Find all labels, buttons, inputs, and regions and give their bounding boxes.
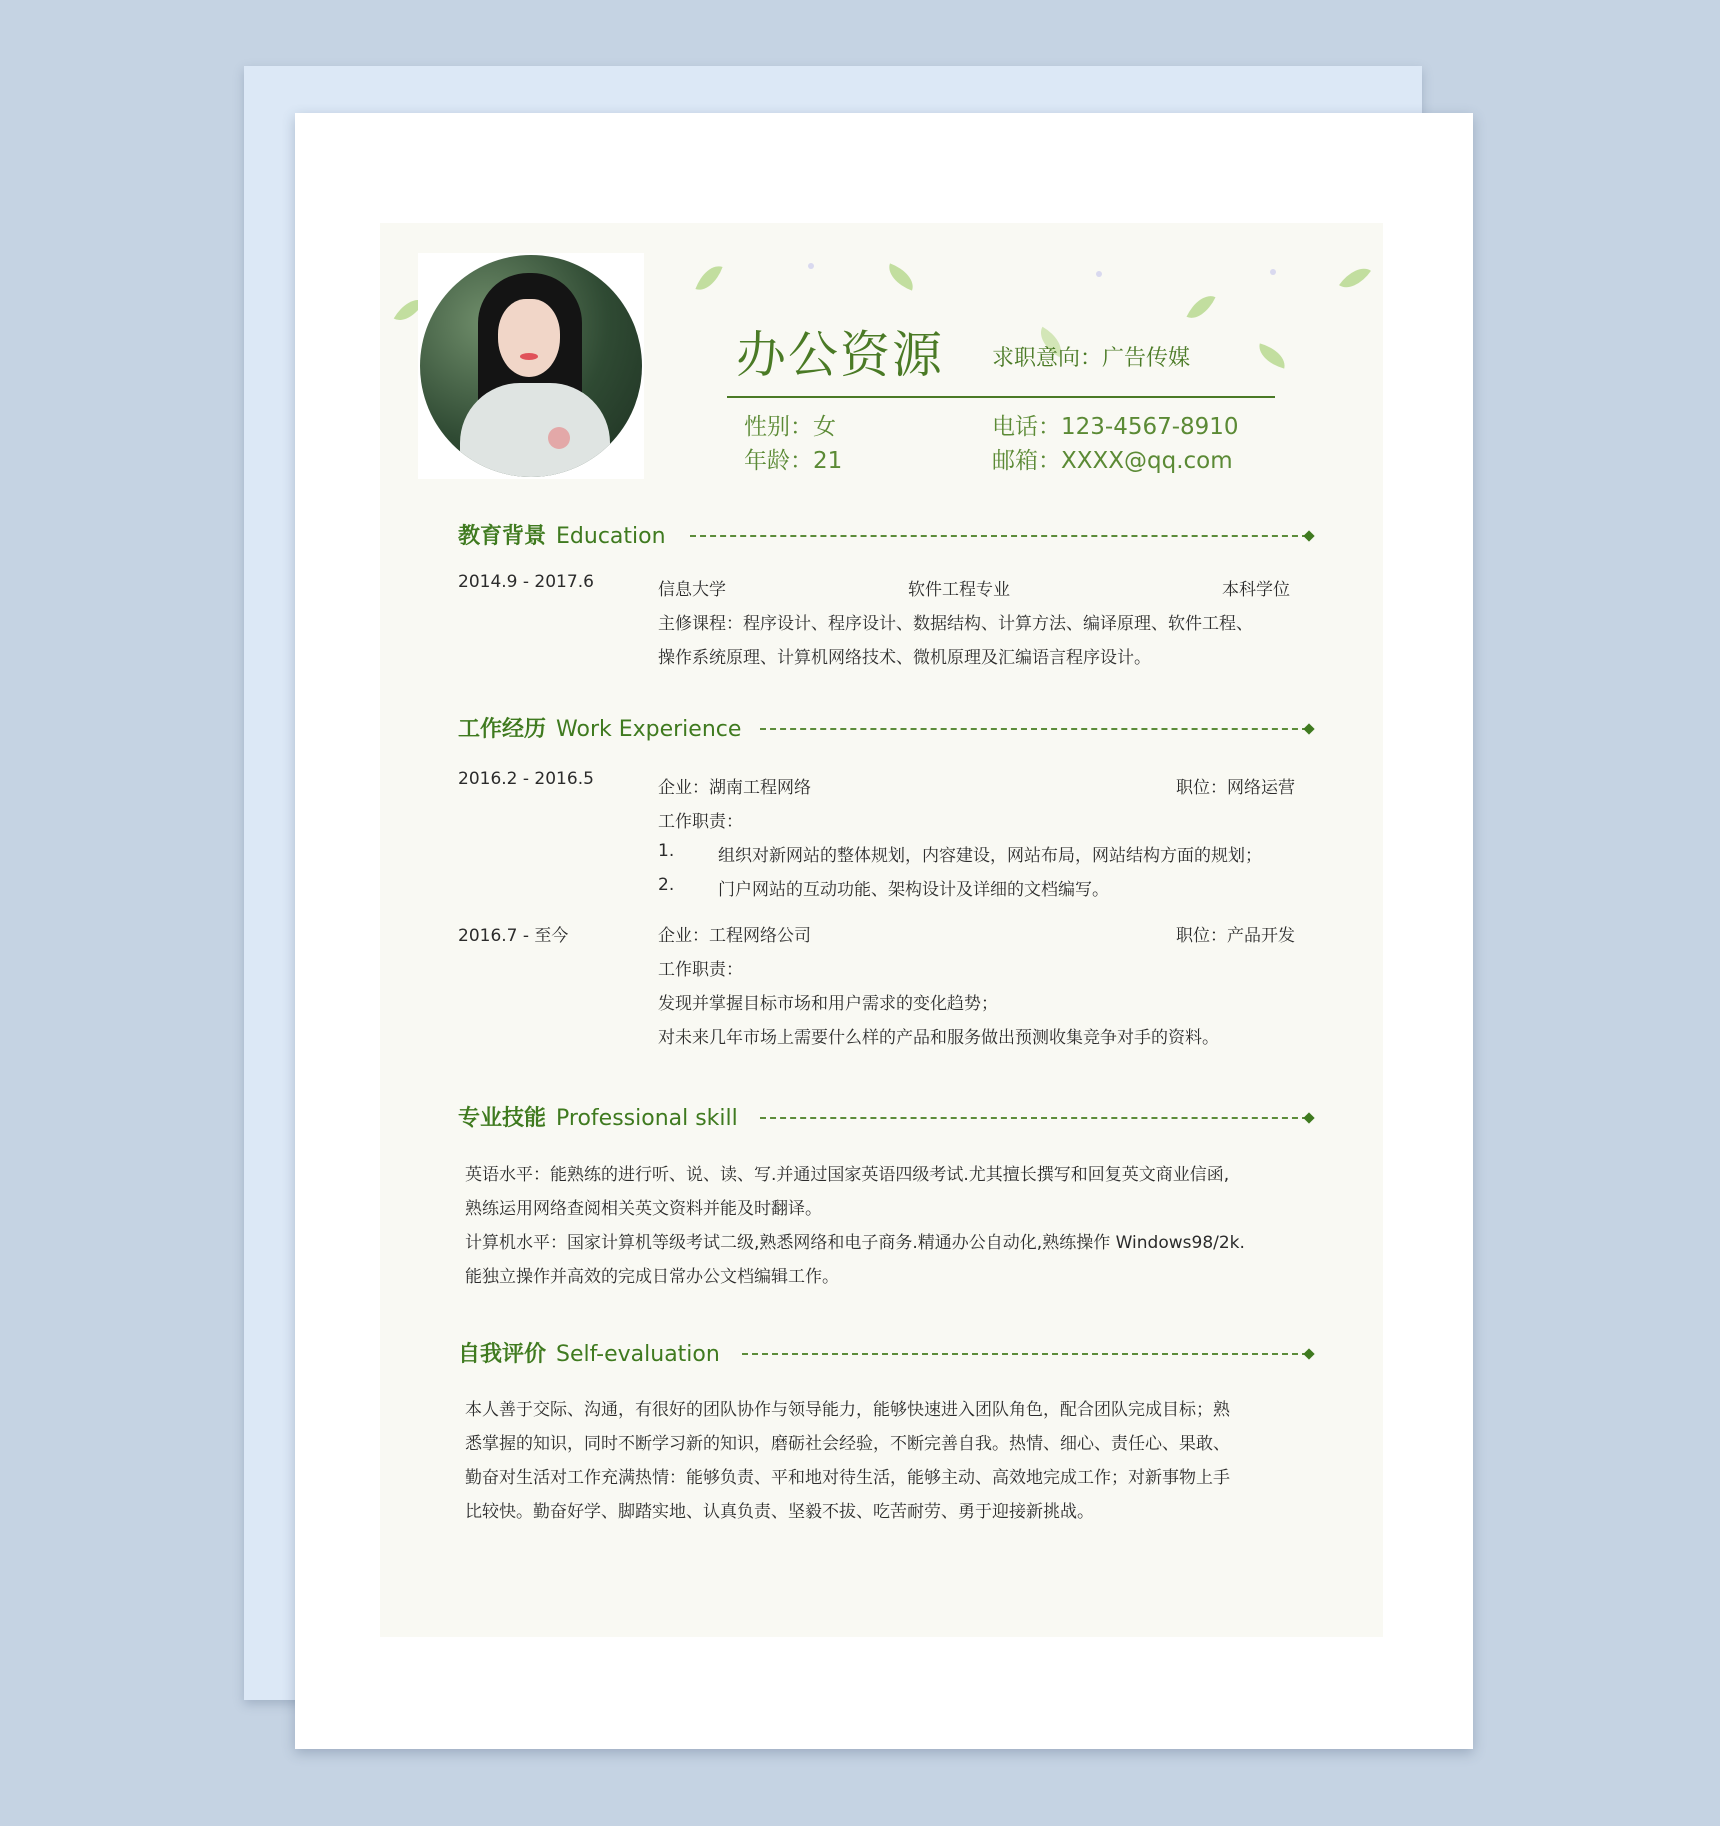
resume-page [295, 113, 1473, 1749]
diamond-icon [1303, 1112, 1314, 1123]
leaf-icon [1187, 290, 1216, 325]
self-evaluation-text: 本人善于交际、沟通，有很好的团队协作与领导能力，能够快速进入团队角色，配合团队完成目标；熟 [465, 1400, 1230, 1420]
education-courses: 操作系统原理、计算机网络技术、微机原理及汇编语言程序设计。 [658, 648, 1151, 668]
section-title-self-evaluation: 自我评价 Self-evaluation [458, 1342, 720, 1367]
duty-item: 门户网站的互动功能、架构设计及详细的文档编写。 [718, 880, 1109, 900]
duty-item: 发现并掌握目标市场和用户需求的变化趋势； [658, 994, 998, 1014]
avatar [420, 255, 642, 477]
job-intent: 求职意向：广告传媒 [992, 346, 1191, 371]
education-period: 2014.9 - 2017.6 [458, 572, 594, 592]
gender: 性别：女 [744, 414, 836, 440]
dot-icon [808, 263, 814, 269]
leaf-icon [1255, 343, 1289, 368]
self-evaluation-text: 悉掌握的知识，同时不断学习新的知识，磨砺社会经验，不断完善自我。热情、细心、责任心、果敢、 [465, 1434, 1230, 1454]
duty-item: 对未来几年市场上需要什么样的产品和服务做出预测收集竞争对手的资料。 [658, 1028, 1219, 1048]
section-divider [760, 1117, 1308, 1119]
job-period: 2016.7 - 至今 [458, 926, 569, 946]
age: 年龄：21 [744, 448, 843, 474]
job-duty-label: 工作职责： [658, 960, 743, 980]
education-degree: 本科学位 [1222, 580, 1290, 600]
section-title-education: 教育背景 Education [458, 524, 666, 549]
self-evaluation-text: 勤奋对生活对工作充满热情：能够负责、平和地对待生活，能够主动、高效地完成工作；对新事物上手 [465, 1468, 1230, 1488]
self-evaluation-text: 比较快。勤奋好学、脚踏实地、认真负责、坚毅不拔、吃苦耐劳、勇于迎接新挑战。 [465, 1502, 1094, 1522]
duty-number: 1. [658, 841, 675, 861]
education-courses: 主修课程：程序设计、程序设计、数据结构、计算方法、编译原理、软件工程、 [658, 614, 1253, 634]
skill-text: 能独立操作并高效的完成日常办公文档编辑工作。 [465, 1267, 839, 1287]
section-divider [690, 535, 1308, 537]
section-divider [742, 1353, 1308, 1355]
duty-number: 2. [658, 875, 675, 895]
job-position: 职位：产品开发 [1176, 926, 1295, 946]
job-position: 职位：网络运营 [1176, 778, 1295, 798]
avatar-frame [418, 253, 644, 479]
education-school: 信息大学 [658, 580, 726, 600]
diamond-icon [1303, 530, 1314, 541]
section-divider [760, 728, 1308, 730]
candidate-name: 办公资源 [736, 326, 944, 384]
job-period: 2016.2 - 2016.5 [458, 769, 594, 789]
diamond-icon [1303, 723, 1314, 734]
section-title-work: 工作经历 Work Experience [458, 717, 742, 742]
job-duty-label: 工作职责： [658, 812, 743, 832]
education-major: 软件工程专业 [908, 580, 1010, 600]
section-title-skills: 专业技能 Professional skill [458, 1106, 738, 1131]
dot-icon [1270, 269, 1276, 275]
skill-text: 熟练运用网络查阅相关英文资料并能及时翻译。 [465, 1199, 822, 1219]
skill-text: 英语水平：能熟练的进行听、说、读、写.并通过国家英语四级考试.尤其擅长撰写和回复英文商业信函, [465, 1165, 1230, 1185]
diamond-icon [1303, 1348, 1314, 1359]
header-divider [727, 396, 1275, 398]
leaf-icon [1339, 261, 1371, 296]
duty-item: 组织对新网站的整体规划，内容建设，网站布局，网站结构方面的规划； [718, 846, 1262, 866]
job-company: 企业：工程网络公司 [658, 926, 811, 946]
phone: 电话：123-4567-8910 [992, 414, 1239, 440]
leaf-icon [695, 261, 722, 295]
email: 邮箱：XXXX@qq.com [992, 448, 1233, 474]
resume-content [380, 223, 1383, 1637]
leaf-icon [884, 263, 918, 290]
dot-icon [1096, 271, 1102, 277]
skill-text: 计算机水平：国家计算机等级考试二级,熟悉网络和电子商务.精通办公自动化,熟练操作 Windows98/2k. [465, 1233, 1245, 1253]
job-company: 企业：湖南工程网络 [658, 778, 811, 798]
